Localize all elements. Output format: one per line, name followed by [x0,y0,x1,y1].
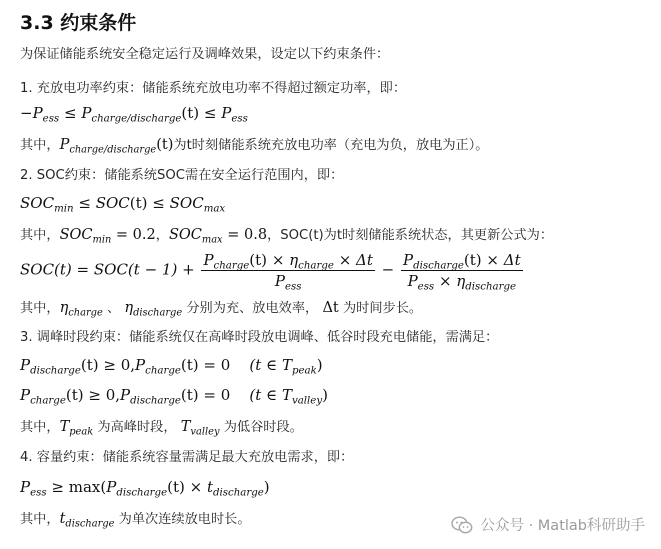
section-title: 3.3 约束条件 [20,12,137,34]
fraction-charge: $\frac{P_{charge}(t) \times \eta_{charge} \times \Delta t}{P_{ess}}$ [203,251,373,293]
c3-equation-valley: $P_{charge}(t) \ge 0,P_{discharge}(t) = 0$ (t ∈ $T_{valley}$) [20,386,328,407]
c3-where: 其中，$T_{peak}$ 为高峰时段， $T_{valley}$ 为低谷时段。 [20,419,303,438]
watermark-text: 公众号 · Matlab科研助手 [480,518,645,534]
c1-where: 其中，$P_{charge/discharge}(t)$为t时刻储能系统充放电功率（充电为负，放电为正）。 [20,137,489,156]
c2-heading: 2. SOC约束：储能系统SOC需在安全运行范围内，即： [20,168,344,183]
c2-equation: $SOC_{min} \le SOC(t) \le SOC_{max}$ [20,194,226,215]
soc-update-equation: SOC(t) = SOC(t − 1) + $\frac{P_{charge}(t) \times \eta_{charge} \times \Delta t}{P_{ess}}$ − $\frac{P_{discharge}(t) \times \Delta t}{P_{ess} \times \eta_{discharge}}$ [20,251,521,293]
c4-equation: $P_{ess} \ge \max(P_{discharge}(t) \times t_{discharge})$ [20,478,270,499]
c1-heading: 1. 充放电功率约束：储能系统充放电功率不得超过额定功率，即： [20,81,407,96]
intro-text: 为保证储能系统安全稳定运行及调峰效果，设定以下约束条件： [20,47,390,62]
c1-equation: $-P_{ess} \le P_{charge/discharge}(t) \le P_{ess}$ [20,104,248,125]
c4-where: 其中，$t_{discharge}$ 为单次连续放电时长。 [20,511,251,530]
watermark [451,514,645,535]
c3-heading: 3. 调峰时段约束：储能系统仅在高峰时段放电调峰、低谷时段充电储能，需满足： [20,330,499,345]
c3-equation-peak: $P_{discharge}(t) \ge 0,P_{charge}(t) = 0$ (t ∈ $T_{peak}$) [20,356,323,377]
c4-heading: 4. 容量约束：储能系统容量需满足最大充放电需求，即： [20,450,354,465]
wechat-icon [451,516,473,534]
fraction-discharge: $\frac{P_{discharge}(t) \times \Delta t}{P_{ess} \times \eta_{discharge}}$ [403,251,521,293]
c2-efficiency: 其中，$\eta_{charge}$ 、 $\eta_{discharge}$ 分别为充、放电效率， Δt 为时间步长。 [20,300,423,319]
c2-where: 其中，$SOC_{min} = 0.2$，$SOC_{max} = 0.8$，SOC(t)为t时刻储能系统状态，其更新公式为： [20,227,554,246]
